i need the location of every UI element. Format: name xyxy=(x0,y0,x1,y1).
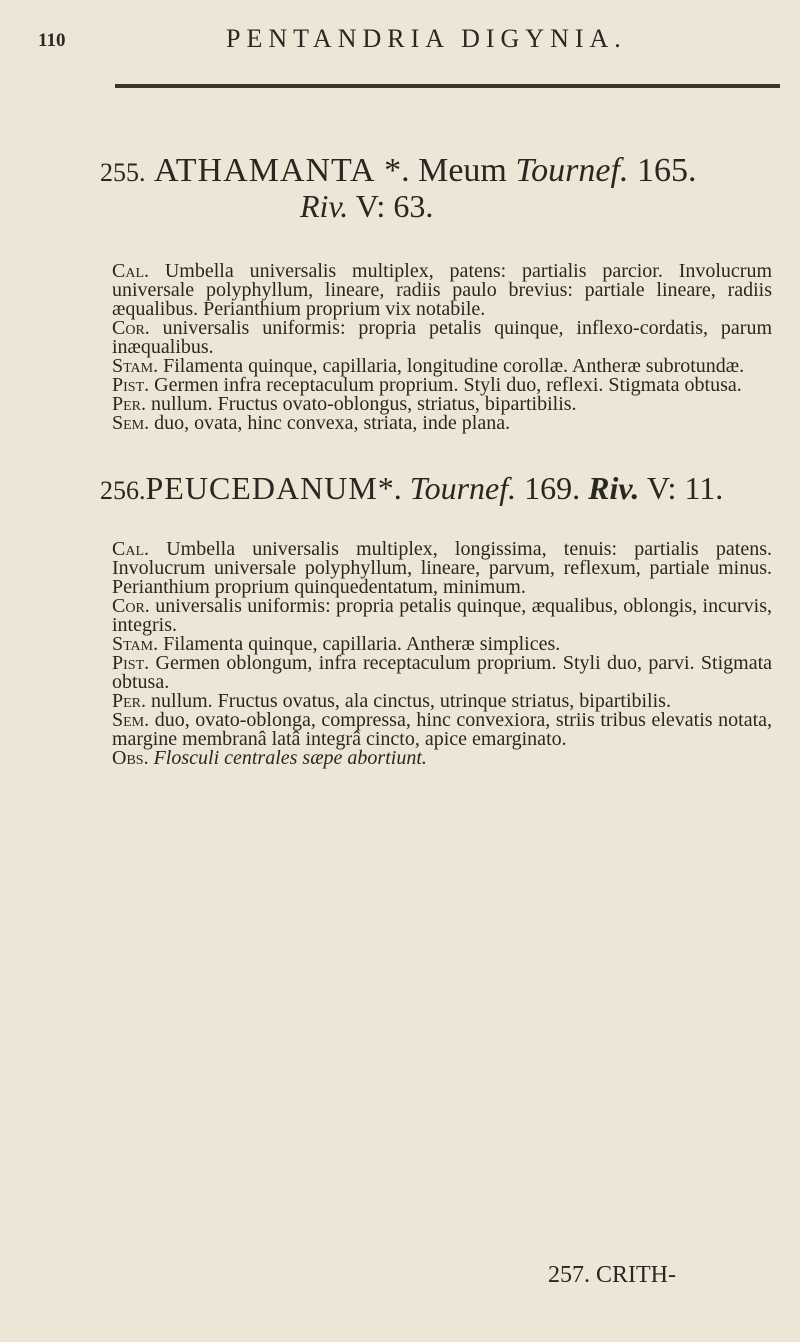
section-text: Umbella universalis multiplex, longissima, tenuis: partialis patens. Involucrum universale polyphyllum, lineare, parvum, reflexum, partiale minus. Perianthium proprium quinquedentatum, minimum. xyxy=(112,538,772,598)
seed-line xyxy=(112,414,772,433)
entry-number: 255. xyxy=(100,158,146,187)
section-text: Umbella universalis multiplex, patens: partialis parcior. Involucrum universale polyphyllum, lineare, radiis paulo brevius: partiale lineare, radiis æqualibus. Perianthium proprium vix notabile. xyxy=(112,260,772,320)
section-label: Per. xyxy=(112,690,147,712)
corolla-line xyxy=(112,597,772,635)
running-title: PENTANDRIA DIGYNIA. xyxy=(226,24,627,53)
calyx-line xyxy=(112,540,772,597)
authority-2: Riv. xyxy=(300,188,349,224)
page-reference: 165. xyxy=(636,152,697,189)
page-reference: 169. xyxy=(524,470,581,506)
description-255 xyxy=(112,262,772,433)
authority: Tournef. xyxy=(515,152,629,189)
section-label: Stam. xyxy=(112,355,159,377)
section-text: Germen oblongum, infra receptaculum proprium. Styli duo, parvi. Stigmata obtusa. xyxy=(112,652,773,693)
section-text: universalis uniformis: propria petalis quinque, æqualibus, oblongis, incurvis, integris. xyxy=(112,595,772,636)
section-text: Flosculi centrales sæpe abortiunt. xyxy=(153,747,427,769)
asterisk-mark: *. xyxy=(384,152,410,189)
header-rule xyxy=(115,84,780,88)
section-label: Pist. xyxy=(112,374,150,396)
section-text: Filamenta quinque, capillaria, longitudine corollæ. Antheræ subrotundæ. xyxy=(163,355,745,377)
section-text: duo, ovato-oblonga, compressa, hinc convexiora, striis tribus elevatis notata, margine membranâ latâ integrâ cincto, apice emarginato. xyxy=(112,709,772,750)
page-reference-2: V: 63. xyxy=(355,188,434,224)
calyx-line xyxy=(112,262,772,319)
entry-title-256 xyxy=(100,470,772,507)
section-label: Stam. xyxy=(112,633,159,655)
section-label: Cal. xyxy=(112,260,150,282)
asterisk-mark: *. xyxy=(377,470,402,506)
section-label: Cal. xyxy=(112,538,150,560)
corolla-line xyxy=(112,319,772,357)
description-256 xyxy=(112,540,772,768)
section-label: Cor. xyxy=(112,595,150,617)
section-text: universalis uniformis: propria petalis quinque, inflexo-cordatis, parum inæqualibus. xyxy=(112,317,772,358)
page-reference-2: V: 11. xyxy=(646,470,724,506)
synonym: Meum xyxy=(418,152,507,189)
genus-name: ATHAMANTA xyxy=(154,152,376,189)
section-label: Sem. xyxy=(112,412,150,434)
section-text: nullum. Fructus ovato-oblongus, striatus, bipartibilis. xyxy=(151,393,577,415)
authority-2: Riv. xyxy=(588,470,640,506)
seed-line xyxy=(112,711,772,749)
section-text: Germen infra receptaculum proprium. Styli duo, reflexi. Stigmata obtusa. xyxy=(154,374,742,396)
pistil-line xyxy=(112,654,772,692)
genus-name: PEUCEDANUM xyxy=(145,470,378,506)
section-text: duo, ovata, hinc convexa, striata, inde plana. xyxy=(154,412,511,434)
entry-number: 256. xyxy=(100,476,146,505)
section-label: Sem. xyxy=(112,709,150,731)
entry-title-255 xyxy=(100,152,772,190)
section-text: Filamenta quinque, capillaria. Antheræ simplices. xyxy=(163,633,561,655)
section-label: Cor. xyxy=(112,317,150,339)
page-number: 110 xyxy=(38,30,66,51)
authority: Tournef. xyxy=(409,470,517,506)
catchword: 257. CRITH- xyxy=(548,1262,676,1288)
section-text: nullum. Fructus ovatus, ala cinctus, utrinque striatus, bipartibilis. xyxy=(151,690,671,712)
entry-subtitle-255 xyxy=(300,188,772,225)
observation-line xyxy=(112,749,772,768)
section-label: Per. xyxy=(112,393,147,415)
section-label: Obs. xyxy=(112,747,149,769)
page-header xyxy=(38,24,740,70)
section-label: Pist. xyxy=(112,652,150,674)
